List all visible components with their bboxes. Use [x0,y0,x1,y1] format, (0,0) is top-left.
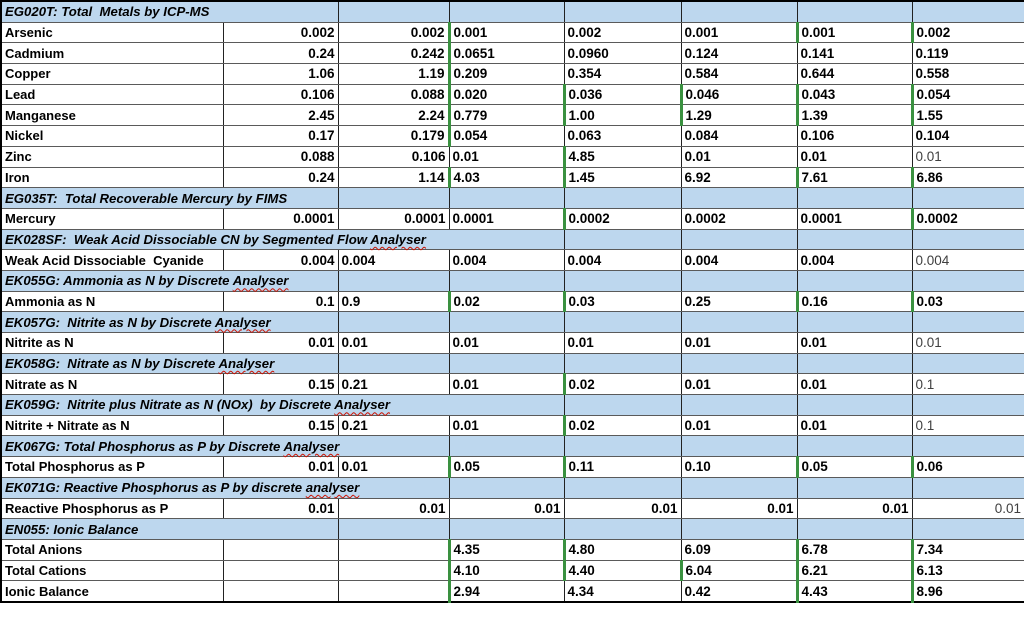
result-value-cell[interactable]: 7.61 [797,167,912,188]
section-title: EK058G: Nitrate as N by Discrete [5,356,219,372]
result-value-cell[interactable]: 0.01 [338,333,449,354]
section-row [1,477,1024,498]
result-value-cell[interactable]: 0.11 [564,457,681,478]
section-title: EK028SF: Weak Acid Dissociable CN by Segmented Flow [5,231,371,247]
section-header-cell[interactable] [1,1,338,22]
result-value-cell[interactable]: 0.03 [912,291,1024,312]
result-value-cell[interactable]: 0.001 [797,22,912,43]
result-value-cell[interactable]: 0.16 [797,291,912,312]
section-empty-cell[interactable] [449,1,564,22]
table-row [1,374,1024,395]
result-value-cell[interactable]: 0.01 [681,415,797,436]
section-title: EN055: Ionic Balance [5,521,139,537]
section-empty-cell[interactable] [449,188,564,209]
result-value-cell[interactable]: 4.35 [449,539,564,560]
section-empty-cell[interactable] [681,1,797,22]
result-value-cell[interactable]: 0.01 [449,374,564,395]
result-value-cell[interactable]: 7.34 [912,539,1024,560]
analyte-name-cell[interactable]: Weak Acid Dissociable Cyanide [1,250,223,271]
result-value-cell[interactable]: 4.03 [449,167,564,188]
table-row [1,581,1024,602]
result-value-cell[interactable]: 0.084 [681,126,797,147]
section-empty-cell[interactable] [797,436,912,457]
analyte-name-cell[interactable]: Lead [1,84,223,105]
result-value-cell[interactable]: 0.0001 [797,208,912,229]
result-value-cell[interactable]: 1.29 [681,105,797,126]
result-value-cell[interactable]: 4.10 [449,560,564,581]
section-row [1,436,1024,457]
table-row [1,415,1024,436]
table-row [1,498,1024,519]
result-value-cell[interactable]: 4.34 [564,581,681,602]
section-empty-cell[interactable] [681,229,797,250]
section-empty-cell[interactable] [681,270,797,291]
result-value-cell[interactable]: 0.001 [681,22,797,43]
result-value-cell[interactable]: 1.00 [564,105,681,126]
result-value-cell[interactable]: 4.43 [797,581,912,602]
section-empty-cell[interactable] [681,477,797,498]
section-empty-cell[interactable] [797,519,912,540]
section-title: EG020T: Total Metals by ICP-MS [5,4,210,20]
result-value-cell[interactable]: 4.40 [564,560,681,581]
result-value-cell[interactable]: 0.01 [681,146,797,167]
result-value-cell[interactable]: 0.24 [223,167,338,188]
section-empty-cell[interactable] [681,395,797,416]
spellcheck-underlined-word: Analyser [370,231,426,247]
table-row [1,126,1024,147]
result-value-cell[interactable]: 0.9 [338,291,449,312]
spellcheck-underlined-word: Analyser [334,397,391,413]
section-empty-cell[interactable] [912,1,1024,22]
section-row [1,395,1024,416]
table-row [1,84,1024,105]
section-title: EG035T: Total Recoverable Mercury by FIMS [5,190,288,206]
result-value-cell[interactable]: 0.01 [681,333,797,354]
result-value-cell[interactable]: 0.05 [449,457,564,478]
result-value-cell[interactable]: 0.01 [912,333,1024,354]
table-row [1,105,1024,126]
result-value-cell[interactable]: 0.179 [338,126,449,147]
section-empty-cell[interactable] [564,188,681,209]
section-header-cell[interactable] [1,477,449,498]
table-row [1,43,1024,64]
analyte-name-cell[interactable]: Arsenic [1,22,223,43]
result-value-cell[interactable]: 0.002 [338,22,449,43]
result-value-cell[interactable]: 6.92 [681,167,797,188]
table-row [1,146,1024,167]
section-title: EK067G: Total Phosphorus as P by Discrete [5,438,284,454]
section-empty-cell[interactable] [564,312,681,333]
section-title: EK059G: Nitrite plus Nitrate as N (NOx) by Discrete [5,397,335,413]
spellcheck-underlined-word: Analyser [232,273,289,289]
section-header-cell[interactable] [1,229,564,250]
result-value-cell[interactable]: 0.004 [223,250,338,271]
section-empty-cell[interactable] [564,436,681,457]
analyte-name-cell[interactable]: Total Phosphorus as P [1,457,223,478]
analyte-name-cell[interactable]: Nitrite as N [1,333,223,354]
section-empty-cell[interactable] [912,353,1024,374]
section-title: EK057G: Nitrite as N by Discrete [5,314,215,330]
result-value-cell[interactable]: 0.0960 [564,43,681,64]
result-value-cell[interactable]: 0.15 [223,415,338,436]
result-value-cell[interactable] [223,581,338,602]
table-row [1,250,1024,271]
table-row [1,208,1024,229]
section-empty-cell[interactable] [564,1,681,22]
result-value-cell[interactable]: 0.01 [797,415,912,436]
section-empty-cell[interactable] [564,395,681,416]
section-empty-cell[interactable] [449,312,564,333]
section-empty-cell[interactable] [564,519,681,540]
section-empty-cell[interactable] [564,353,681,374]
result-value-cell[interactable]: 8.96 [912,581,1024,602]
section-empty-cell[interactable] [338,270,449,291]
result-value-cell[interactable]: 0.046 [681,84,797,105]
section-empty-cell[interactable] [449,270,564,291]
section-empty-cell[interactable] [912,395,1024,416]
result-value-cell[interactable]: 0.584 [681,64,797,85]
result-value-cell[interactable]: 2.24 [338,105,449,126]
section-empty-cell[interactable] [449,436,564,457]
result-value-cell[interactable]: 0.242 [338,43,449,64]
table-row [1,291,1024,312]
result-value-cell[interactable]: 0.088 [223,146,338,167]
section-row [1,229,1024,250]
result-value-cell[interactable]: 0.0001 [223,208,338,229]
result-value-cell[interactable]: 6.86 [912,167,1024,188]
section-row [1,1,1024,22]
section-empty-cell[interactable] [912,436,1024,457]
result-value-cell[interactable]: 0.21 [338,374,449,395]
result-value-cell[interactable]: 4.80 [564,539,681,560]
result-value-cell[interactable]: 0.001 [449,22,564,43]
result-value-cell[interactable]: 1.39 [797,105,912,126]
section-header-cell[interactable] [1,395,564,416]
result-value-cell[interactable]: 0.02 [449,291,564,312]
result-value-cell[interactable]: 0.0002 [912,208,1024,229]
result-value-cell[interactable]: 0.01 [564,498,681,519]
result-value-cell[interactable]: 0.558 [912,64,1024,85]
section-empty-cell[interactable] [797,395,912,416]
section-header-cell[interactable] [1,519,338,540]
result-value-cell[interactable]: 0.24 [223,43,338,64]
result-value-cell[interactable]: 0.004 [564,250,681,271]
result-value-cell[interactable]: 0.25 [681,291,797,312]
result-value-cell[interactable]: 0.002 [912,22,1024,43]
section-empty-cell[interactable] [912,519,1024,540]
section-row [1,353,1024,374]
result-value-cell[interactable]: 6.09 [681,539,797,560]
analyte-name-cell[interactable]: Ionic Balance [1,581,223,602]
section-empty-cell[interactable] [681,436,797,457]
result-value-cell[interactable]: 0.779 [449,105,564,126]
result-value-cell[interactable]: 0.01 [912,498,1024,519]
result-value-cell[interactable]: 0.002 [223,22,338,43]
result-value-cell[interactable]: 0.106 [797,126,912,147]
spellcheck-underlined-word: Analyser [218,356,275,372]
result-value-cell[interactable]: 0.03 [564,291,681,312]
result-value-cell[interactable]: 0.106 [223,84,338,105]
result-value-cell[interactable]: 6.04 [681,560,797,581]
result-value-cell[interactable]: 0.10 [681,457,797,478]
result-value-cell[interactable]: 0.004 [338,250,449,271]
spellcheck-underlined-word: Analyser [214,314,271,330]
section-title: EK071G: Reactive Phosphorus as P by discrete [5,480,306,496]
table-row [1,64,1024,85]
section-empty-cell[interactable] [912,270,1024,291]
result-value-cell[interactable]: 0.42 [681,581,797,602]
analyte-name-cell[interactable]: Mercury [1,208,223,229]
spellcheck-underlined-word: analyser [305,480,360,496]
result-value-cell[interactable] [338,581,449,602]
result-value-cell[interactable] [338,560,449,581]
result-value-cell[interactable]: 0.06 [912,457,1024,478]
result-value-cell[interactable]: 0.01 [338,498,449,519]
analyte-name-cell[interactable]: Nitrite + Nitrate as N [1,415,223,436]
result-value-cell[interactable]: 0.0002 [564,208,681,229]
section-empty-cell[interactable] [564,270,681,291]
result-value-cell[interactable]: 6.78 [797,539,912,560]
result-value-cell[interactable] [338,539,449,560]
section-empty-cell[interactable] [797,229,912,250]
result-value-cell[interactable]: 0.01 [449,498,564,519]
result-value-cell[interactable]: 0.0001 [338,208,449,229]
result-value-cell[interactable]: 0.1 [223,291,338,312]
result-value-cell[interactable]: 0.1 [912,374,1024,395]
result-value-cell[interactable]: 0.01 [223,498,338,519]
section-empty-cell[interactable] [912,188,1024,209]
result-value-cell[interactable]: 0.01 [681,374,797,395]
result-value-cell[interactable]: 0.01 [449,333,564,354]
result-value-cell[interactable]: 0.124 [681,43,797,64]
result-value-cell[interactable]: 0.1 [912,415,1024,436]
result-value-cell[interactable]: 0.004 [912,250,1024,271]
result-value-cell[interactable]: 0.17 [223,126,338,147]
section-empty-cell[interactable] [338,312,449,333]
result-value-cell[interactable]: 0.01 [449,146,564,167]
analyte-name-cell[interactable]: Cadmium [1,43,223,64]
section-empty-cell[interactable] [681,312,797,333]
section-empty-cell[interactable] [912,477,1024,498]
section-empty-cell[interactable] [449,519,564,540]
result-value-cell[interactable]: 0.21 [338,415,449,436]
result-value-cell[interactable]: 0.063 [564,126,681,147]
result-value-cell[interactable]: 0.01 [797,146,912,167]
analyte-name-cell[interactable]: Copper [1,64,223,85]
result-value-cell[interactable]: 0.01 [223,457,338,478]
result-value-cell[interactable]: 1.45 [564,167,681,188]
result-value-cell[interactable]: 0.020 [449,84,564,105]
result-value-cell[interactable]: 0.01 [449,415,564,436]
result-value-cell[interactable]: 1.14 [338,167,449,188]
section-row [1,270,1024,291]
result-value-cell[interactable]: 2.94 [449,581,564,602]
result-value-cell[interactable]: 0.01 [681,498,797,519]
analyte-name-cell[interactable]: Iron [1,167,223,188]
analyte-name-cell[interactable]: Total Cations [1,560,223,581]
table-row [1,560,1024,581]
section-empty-cell[interactable] [338,519,449,540]
section-empty-cell[interactable] [338,188,449,209]
result-value-cell[interactable]: 0.0001 [449,208,564,229]
result-value-cell[interactable]: 0.004 [681,250,797,271]
table-row [1,333,1024,354]
result-value-cell[interactable]: 1.19 [338,64,449,85]
result-value-cell[interactable]: 0.0002 [681,208,797,229]
result-value-cell[interactable]: 0.02 [564,415,681,436]
analyte-name-cell[interactable]: Nitrate as N [1,374,223,395]
result-value-cell[interactable]: 0.02 [564,374,681,395]
result-value-cell[interactable]: 0.0651 [449,43,564,64]
result-value-cell[interactable]: 1.55 [912,105,1024,126]
result-value-cell[interactable]: 0.01 [797,498,912,519]
result-value-cell[interactable]: 0.354 [564,64,681,85]
analyte-name-cell[interactable]: Nickel [1,126,223,147]
spellcheck-underlined-word: Analyser [283,438,340,454]
section-empty-cell[interactable] [338,1,449,22]
section-empty-cell[interactable] [797,353,912,374]
result-value-cell[interactable]: 0.01 [338,457,449,478]
result-value-cell[interactable]: 0.088 [338,84,449,105]
section-empty-cell[interactable] [681,353,797,374]
result-value-cell[interactable]: 0.002 [564,22,681,43]
result-value-cell[interactable]: 0.004 [449,250,564,271]
section-empty-cell[interactable] [338,353,449,374]
section-header-cell[interactable] [1,270,338,291]
table-row [1,457,1024,478]
section-title: EK055G: Ammonia as N by Discrete [5,273,233,289]
section-empty-cell[interactable] [797,1,912,22]
section-empty-cell[interactable] [449,353,564,374]
section-empty-cell[interactable] [912,229,1024,250]
result-value-cell[interactable]: 0.104 [912,126,1024,147]
result-value-cell[interactable] [223,539,338,560]
section-empty-cell[interactable] [564,229,681,250]
result-value-cell[interactable]: 1.06 [223,64,338,85]
result-value-cell[interactable]: 0.01 [912,146,1024,167]
analyte-name-cell[interactable]: Manganese [1,105,223,126]
analyte-name-cell[interactable]: Ammonia as N [1,291,223,312]
section-header-cell[interactable] [1,353,338,374]
section-empty-cell[interactable] [797,477,912,498]
result-value-cell[interactable]: 0.004 [797,250,912,271]
section-empty-cell[interactable] [681,188,797,209]
result-value-cell[interactable]: 2.45 [223,105,338,126]
section-header-cell[interactable] [1,436,449,457]
section-empty-cell[interactable] [797,270,912,291]
section-empty-cell[interactable] [797,188,912,209]
result-value-cell[interactable]: 0.01 [797,333,912,354]
result-value-cell[interactable] [223,560,338,581]
section-empty-cell[interactable] [797,312,912,333]
section-header-cell[interactable] [1,312,338,333]
section-row [1,312,1024,333]
result-value-cell[interactable]: 4.85 [564,146,681,167]
table-row [1,22,1024,43]
result-value-cell[interactable]: 0.15 [223,374,338,395]
result-value-cell[interactable]: 0.054 [912,84,1024,105]
result-value-cell[interactable]: 6.13 [912,560,1024,581]
section-header-cell[interactable] [1,188,338,209]
analyte-name-cell[interactable]: Zinc [1,146,223,167]
result-value-cell[interactable]: 0.05 [797,457,912,478]
result-value-cell[interactable]: 0.644 [797,64,912,85]
result-value-cell[interactable]: 0.01 [223,333,338,354]
result-value-cell[interactable]: 0.106 [338,146,449,167]
section-empty-cell[interactable] [449,477,564,498]
result-value-cell[interactable]: 0.043 [797,84,912,105]
table-row [1,167,1024,188]
result-value-cell[interactable]: 6.21 [797,560,912,581]
result-value-cell[interactable]: 0.119 [912,43,1024,64]
result-value-cell[interactable]: 0.01 [797,374,912,395]
result-value-cell[interactable]: 0.209 [449,64,564,85]
section-empty-cell[interactable] [564,477,681,498]
result-value-cell[interactable]: 0.01 [564,333,681,354]
section-row [1,188,1024,209]
section-empty-cell[interactable] [681,519,797,540]
table-row [1,539,1024,560]
result-value-cell[interactable]: 0.141 [797,43,912,64]
analyte-name-cell[interactable]: Total Anions [1,539,223,560]
section-empty-cell[interactable] [912,312,1024,333]
result-value-cell[interactable]: 0.036 [564,84,681,105]
section-row [1,519,1024,540]
result-value-cell[interactable]: 0.054 [449,126,564,147]
analyte-name-cell[interactable]: Reactive Phosphorus as P [1,498,223,519]
